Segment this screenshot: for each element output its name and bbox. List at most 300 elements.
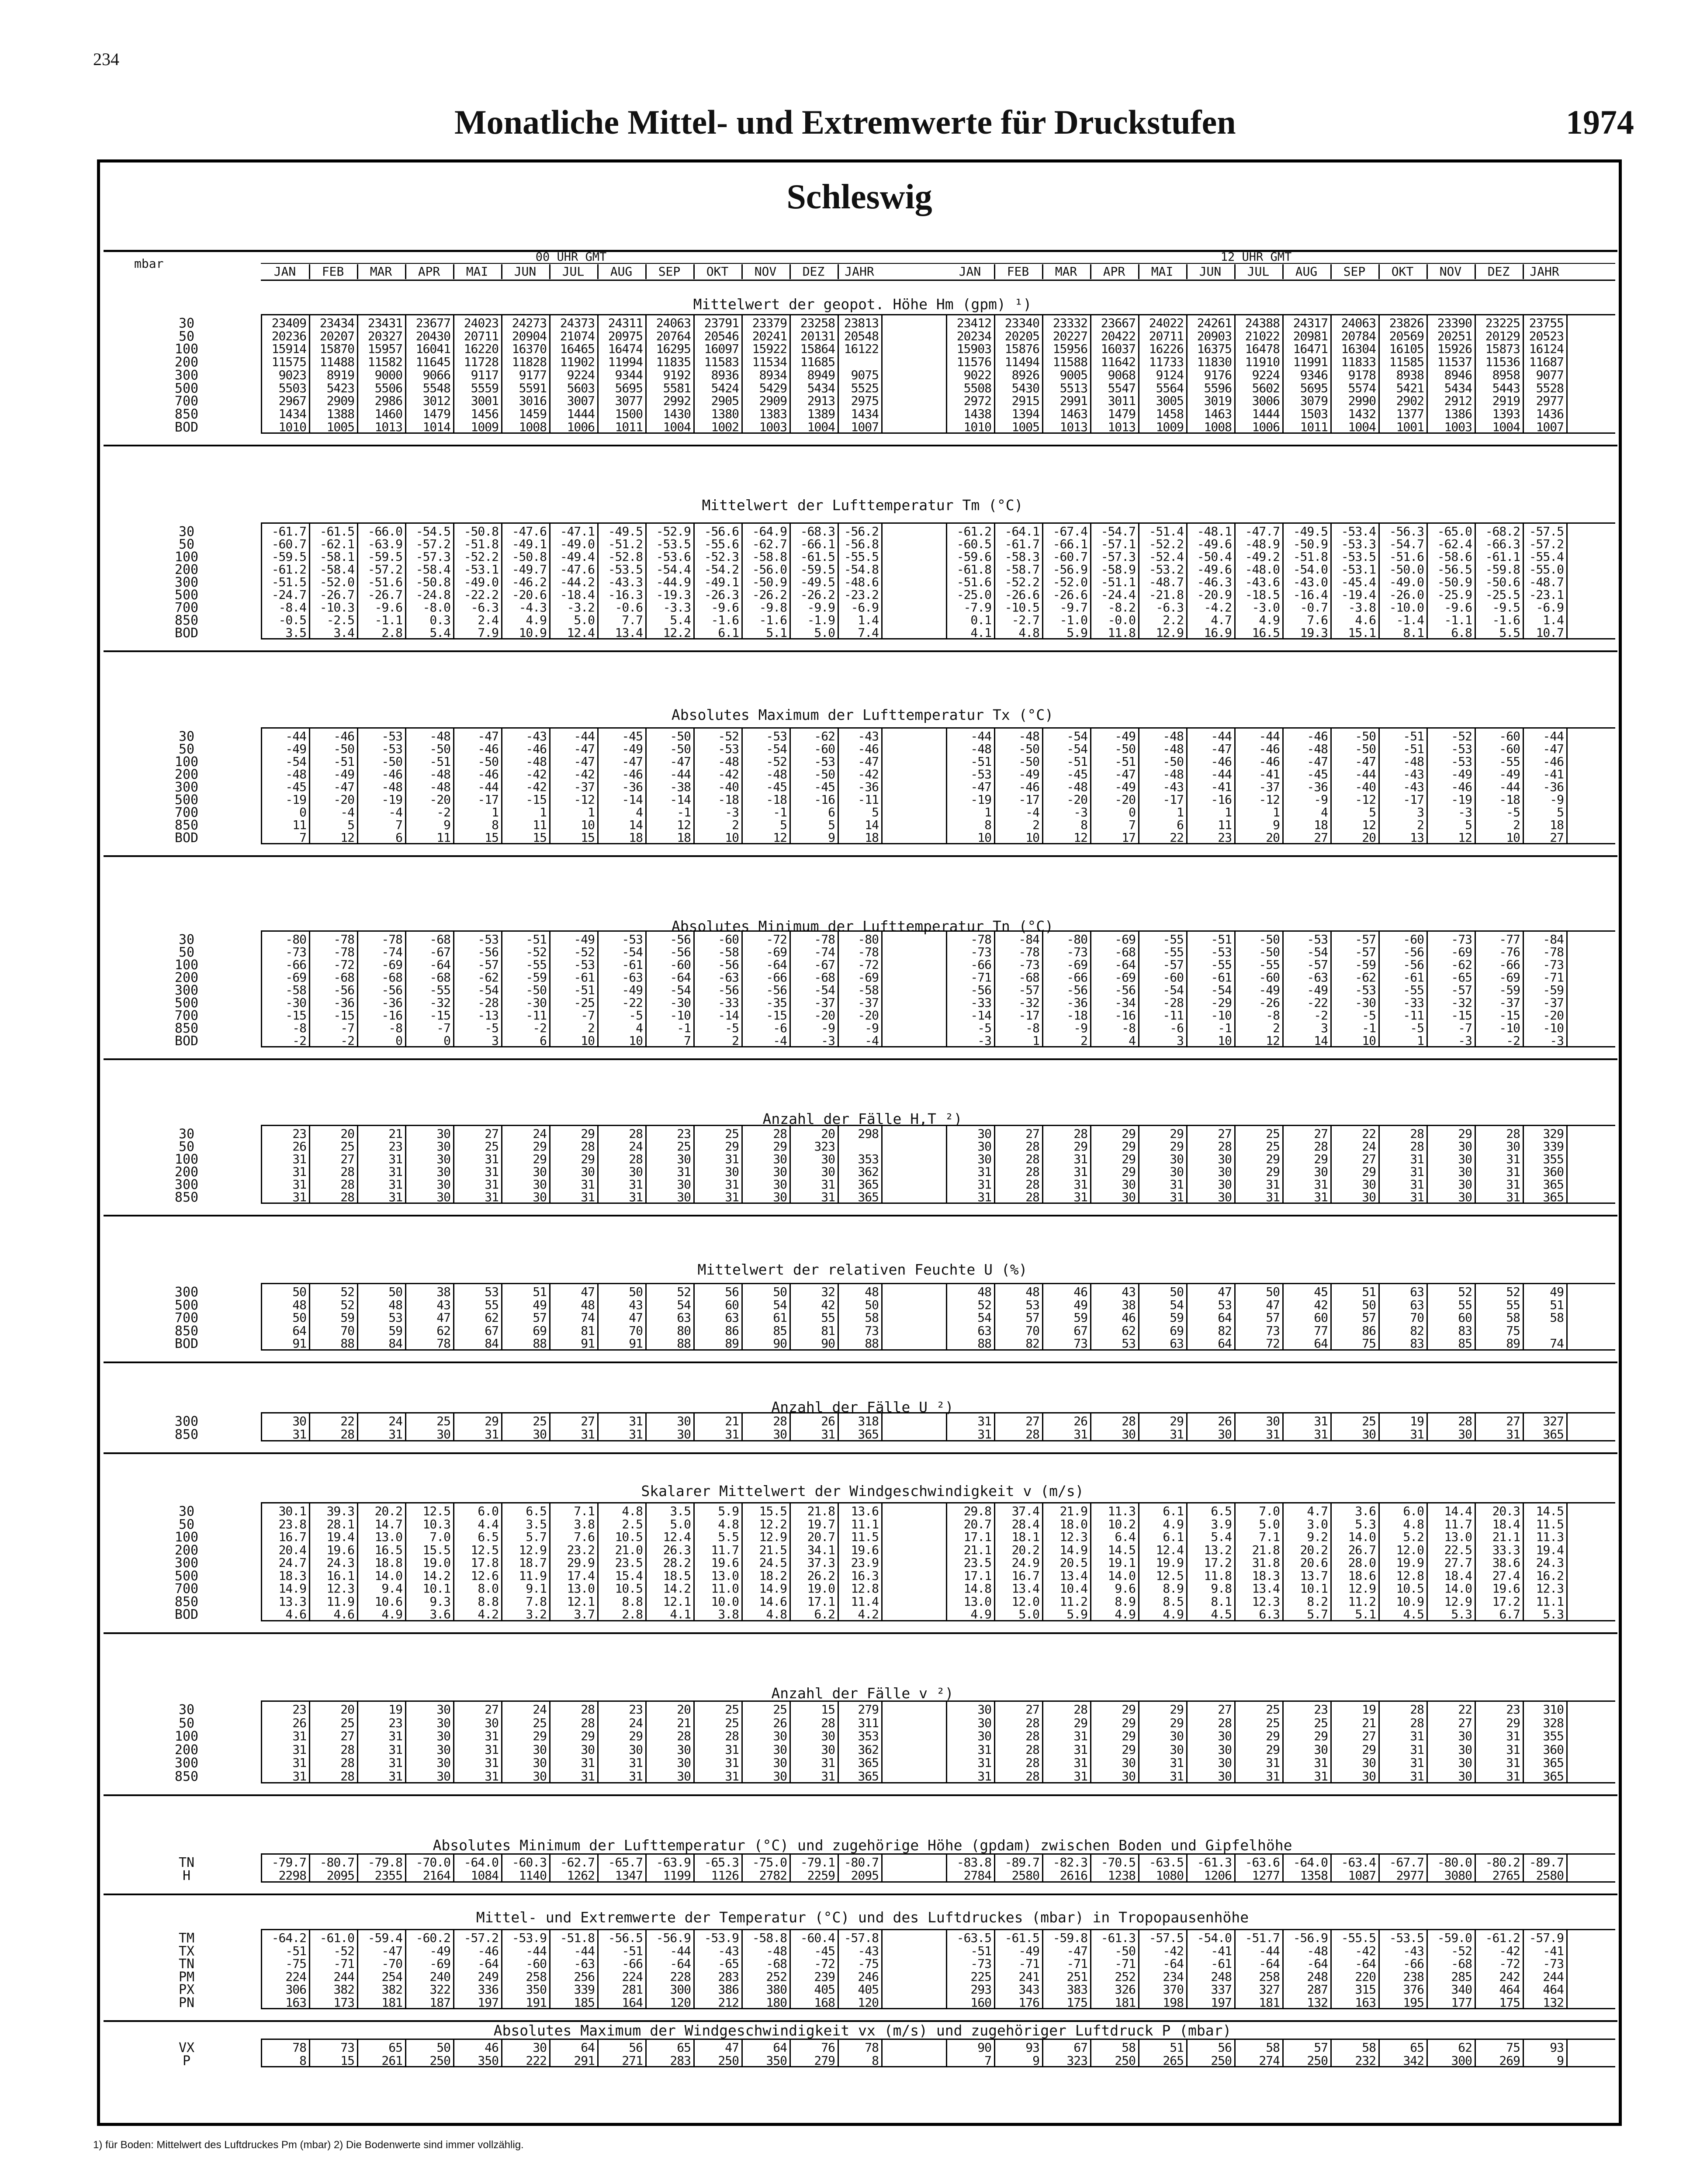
table-cell: 120 [858, 1995, 879, 2010]
table-cell: 88 [340, 1336, 354, 1351]
table-cell: -56.9 [1293, 1931, 1328, 1945]
table-cell: 1 [1177, 805, 1184, 819]
table-cell: -9 [1314, 792, 1328, 807]
row-label: 850 [174, 406, 199, 422]
table-cell: 228 [670, 1969, 691, 1984]
table-cell: 17 [1122, 830, 1136, 845]
column-rule [1566, 1283, 1568, 1349]
table-cell: 175 [1499, 1995, 1520, 2010]
table-cell: -53 [1451, 754, 1472, 769]
table-cell: 31 [821, 1190, 835, 1204]
table-cell: 5.0 [814, 625, 835, 640]
table-cell: -53.5 [1389, 1931, 1424, 1945]
table-cell: -26.7 [319, 587, 354, 602]
table-cell: 238 [1403, 1969, 1424, 1984]
table-cell: 30.1 [278, 1504, 306, 1518]
table-cell: 11588 [1053, 355, 1087, 370]
table-cell: -51 [574, 983, 595, 997]
table-cell: -45 [622, 729, 643, 743]
table-cell: -71 [1115, 1956, 1136, 1971]
table-cell: -54.5 [415, 524, 450, 539]
table-cell: 25 [340, 1715, 354, 1730]
table-cell: 0 [443, 1033, 450, 1048]
table-cell: 285 [1451, 1969, 1472, 1984]
table-cell: 16.2 [1536, 1568, 1564, 1583]
table-cell: 59 [388, 1323, 402, 1338]
table-cell: 20784 [1341, 328, 1376, 343]
table-cell: -56.5 [1437, 562, 1472, 577]
table-cell: -66.3 [1485, 537, 1520, 551]
table-cell: -50 [526, 983, 547, 997]
table-cell: -55 [1259, 957, 1280, 972]
table-cell: -46.2 [512, 575, 547, 589]
table-cell: 20 [340, 1127, 354, 1141]
table-cell: -66.1 [800, 537, 835, 551]
table-cell: 31 [977, 1769, 991, 1783]
table-cell: 31 [977, 1190, 991, 1204]
table-cell: 9176 [1204, 367, 1232, 382]
table-cell: -9 [1073, 1021, 1087, 1035]
table-cell: -15 [1499, 1008, 1520, 1023]
table-cell: -18.5 [1245, 587, 1280, 602]
table-cell: 50 [1170, 1285, 1184, 1299]
table-cell: 11576 [956, 355, 991, 370]
table-cell: -5 [1506, 805, 1520, 819]
table-cell: 24.3 [1536, 1555, 1564, 1570]
table-cell: -68.2 [1485, 524, 1520, 539]
table-cell: 30 [677, 1177, 691, 1192]
table-cell: 343 [1018, 1982, 1039, 1997]
table-cell: -12 [1355, 792, 1376, 807]
table-cell: 8938 [1396, 367, 1424, 382]
table-cell: 326 [1115, 1982, 1136, 1997]
section-separator [104, 1632, 1617, 1634]
table-cell: 1463 [1059, 406, 1087, 421]
table-cell: 30 [773, 1190, 787, 1204]
table-cell: 5429 [759, 380, 787, 395]
table-cell: 24273 [512, 316, 547, 330]
table-cell: 29 [1362, 1742, 1376, 1757]
table-cell: 8.8 [622, 1594, 643, 1609]
table-cell: -19 [1451, 792, 1472, 807]
table-cell: 220 [1355, 1969, 1376, 1984]
table-cell: 20711 [464, 328, 499, 343]
table-cell: 63 [725, 1310, 739, 1325]
table-cell: 31 [629, 1769, 643, 1783]
table-cell: 31 [388, 1427, 402, 1441]
table-cell: -51 [1115, 754, 1136, 769]
table-cell: 49 [533, 1297, 547, 1312]
table-cell: 18.6 [1348, 1568, 1376, 1583]
table-cell: 177 [1451, 1995, 1472, 2010]
table-cell: 4.9 [1259, 613, 1280, 627]
table-cell: 25 [436, 1414, 450, 1428]
table-cell: -53 [574, 957, 595, 972]
table-cell: -8 [292, 1021, 306, 1035]
row-label: 300 [174, 1755, 199, 1771]
table-cell: 81 [821, 1323, 835, 1338]
table-cell: 62 [436, 1323, 450, 1338]
table-cell: 50 [388, 1285, 402, 1299]
table-cell: 48 [292, 1297, 306, 1312]
table-cell: 20975 [608, 328, 643, 343]
table-cell: 75 [1506, 1323, 1520, 1338]
table-cell: -2 [1314, 1008, 1328, 1023]
table-cell: 24.7 [278, 1555, 306, 1570]
table-cell: 7 [1129, 818, 1136, 832]
table-cell: 29 [1170, 1414, 1184, 1428]
section-title: Mittel- und Extremwerte der Temperatur (°C) und des Luftdruckes (mbar) in Tropopausenhöhe [476, 1909, 1249, 1926]
table-cell: 9.1 [526, 1581, 547, 1596]
table-cell: -15 [285, 1008, 306, 1023]
table-cell: 2.2 [1163, 613, 1184, 627]
table-cell: 5503 [278, 380, 306, 395]
table-cell: -49 [285, 742, 306, 756]
table-cell: -48 [1307, 742, 1328, 756]
table-cell: 0.1 [970, 613, 991, 627]
table-cell: 20904 [512, 328, 547, 343]
table-cell: 86 [725, 1323, 739, 1338]
table-cell: 30 [436, 1177, 450, 1192]
table-cell: 31 [725, 1190, 739, 1204]
table-cell: 17.8 [471, 1555, 499, 1570]
table-cell: 244 [333, 1969, 354, 1984]
table-cell: 30 [1362, 1755, 1376, 1770]
table-cell: -49 [1307, 983, 1328, 997]
table-cell: -51.8 [560, 1931, 595, 1945]
table-cell: 20.7 [963, 1517, 991, 1531]
table-cell: 29 [1122, 1139, 1136, 1154]
table-cell: 31 [1314, 1769, 1328, 1783]
table-cell: 2.4 [478, 613, 499, 627]
table-cell: -53 [1307, 932, 1328, 947]
table-cell: 63 [977, 1323, 991, 1338]
table-cell: 30 [1458, 1139, 1472, 1154]
table-cell: -42 [1163, 1943, 1184, 1958]
table-cell: 5528 [1536, 380, 1564, 395]
table-cell: 16370 [512, 342, 547, 356]
table-cell: 8.1 [1211, 1594, 1232, 1609]
table-cell: -56 [670, 945, 691, 959]
table-cell: -47 [1115, 767, 1136, 781]
column-rule [1566, 314, 1568, 432]
page-year: 1974 [1566, 103, 1634, 141]
table-cell: 30 [677, 1190, 691, 1204]
table-cell: -1 [1218, 1021, 1232, 1035]
row-label: 30 [178, 1127, 195, 1142]
table-cell: 55 [821, 1310, 835, 1325]
table-cell: -54 [285, 754, 306, 769]
table-cell: -8 [1266, 1008, 1280, 1023]
table-cell: -60 [814, 742, 835, 756]
table-cell: -48 [1066, 780, 1087, 794]
row-label: H [182, 1868, 191, 1883]
table-cell: 30 [821, 1165, 835, 1179]
table-cell: -46 [1307, 729, 1328, 743]
table-cell: 19.4 [1536, 1542, 1564, 1557]
table-cell: 29 [581, 1729, 595, 1743]
table-cell: 1004 [1492, 419, 1520, 434]
table-cell: 4.9 [1163, 1607, 1184, 1621]
table-cell: -64.9 [752, 524, 787, 539]
table-cell: 30 [977, 1702, 991, 1717]
table-cell: -49.5 [800, 575, 835, 589]
table-cell: 4.6 [1355, 613, 1376, 627]
header-divider [1426, 264, 1428, 279]
table-cell: -10.5 [1004, 600, 1039, 615]
table-cell: -14 [622, 792, 643, 807]
table-cell: 365 [1543, 1769, 1564, 1783]
table-cell: 30 [533, 1177, 547, 1192]
table-cell: 64 [292, 1323, 306, 1338]
table-cell: -80 [858, 932, 879, 947]
table-cell: -9 [1550, 792, 1564, 807]
table-cell: 31 [1410, 1152, 1424, 1166]
table-cell: -49 [1018, 1943, 1039, 1958]
table-cell: 5.9 [1066, 625, 1087, 640]
table-cell: 1 [492, 805, 499, 819]
table-cell: -15 [1451, 1008, 1472, 1023]
table-cell: 28 [1218, 1715, 1232, 1730]
table-cell: -50.8 [464, 524, 499, 539]
table-cell: -58 [285, 983, 306, 997]
table-cell: 329 [1543, 1127, 1564, 1141]
table-cell: 30 [1218, 1769, 1232, 1783]
table-cell: 52 [977, 1297, 991, 1312]
table-cell: 70 [340, 1323, 354, 1338]
table-cell: 9 [1557, 2053, 1564, 2068]
table-cell: 327 [1259, 1982, 1280, 1997]
table-cell: 232 [1355, 2053, 1376, 2068]
table-cell: 4 [636, 805, 643, 819]
table-cell: 3.8 [718, 1607, 739, 1621]
table-cell: -49 [622, 742, 643, 756]
table-cell: 21 [725, 1414, 739, 1428]
table-cell: 19.6 [326, 1542, 354, 1557]
table-cell: 16220 [464, 342, 499, 356]
table-cell: 20523 [1529, 328, 1564, 343]
table-cell: -5 [1362, 1008, 1376, 1023]
table-cell: -16 [381, 1008, 402, 1023]
column-rule [881, 1125, 883, 1203]
table-cell: 23390 [1437, 316, 1472, 330]
table-cell: -26.2 [800, 587, 835, 602]
table-cell: 1458 [1156, 406, 1184, 421]
table-cell: -68 [1115, 945, 1136, 959]
table-cell: -78 [858, 945, 879, 959]
table-cell: 5434 [1444, 380, 1472, 395]
table-cell: 50 [773, 1285, 787, 1299]
table-cell: -69 [766, 945, 787, 959]
header-divider [1042, 264, 1043, 279]
table-cell: -60.7 [1053, 549, 1087, 564]
table-cell: 30 [485, 1715, 499, 1730]
table-cell: 198 [1163, 1995, 1184, 2010]
table-cell: -11 [1403, 1008, 1424, 1023]
row-label: 850 [174, 1427, 199, 1442]
table-cell: -11 [1163, 1008, 1184, 1023]
table-cell: -48 [1163, 742, 1184, 756]
table-cell: 64 [1218, 1336, 1232, 1351]
table-cell: -43 [1403, 780, 1424, 794]
table-cell: 23 [1314, 1702, 1328, 1717]
table-cell: 2095 [326, 1868, 354, 1883]
table-cell: -53.6 [656, 549, 691, 564]
table-cell: 3079 [1300, 394, 1328, 408]
table-cell: -9 [821, 1021, 835, 1035]
table-cell: 28.1 [326, 1517, 354, 1531]
table-cell: 28 [773, 1127, 787, 1141]
table-cell: -58.1 [319, 549, 354, 564]
table-cell: 1004 [1348, 419, 1376, 434]
table-cell: 1084 [471, 1868, 499, 1883]
table-cell: -61.8 [956, 562, 991, 577]
table-cell: 29 [581, 1127, 595, 1141]
table-cell: 73 [865, 1323, 879, 1338]
table-cell: 26.2 [807, 1568, 835, 1583]
table-cell: 340 [1451, 1982, 1472, 1997]
table-cell: 24063 [656, 316, 691, 330]
table-cell: -18 [718, 792, 739, 807]
table-cell: 9.6 [1115, 1581, 1136, 1596]
row-label: TX [178, 1943, 195, 1959]
table-cell: 37.3 [807, 1555, 835, 1570]
table-cell: -54 [814, 983, 835, 997]
table-cell: 15 [533, 830, 547, 845]
table-cell: 59 [1073, 1310, 1087, 1325]
table-cell: -55.5 [844, 549, 879, 564]
table-cell: -9.5 [1492, 600, 1520, 615]
table-cell: -20 [1115, 792, 1136, 807]
table-cell: -5 [485, 1021, 499, 1035]
table-cell: -89.7 [1004, 1855, 1039, 1870]
column-rule [1566, 727, 1568, 843]
table-cell: -51 [970, 754, 991, 769]
header-bottom-rule [261, 280, 1615, 281]
table-cell: 5.1 [766, 625, 787, 640]
table-cell: 2355 [374, 1868, 402, 1883]
table-cell: 24 [533, 1702, 547, 1717]
table-cell: 30 [1122, 1427, 1136, 1441]
table-cell: 30 [1218, 1742, 1232, 1757]
table-cell: 8 [872, 2053, 879, 2068]
table-cell: -47.7 [1245, 524, 1280, 539]
table-cell: -52 [1451, 729, 1472, 743]
table-cell: 173 [333, 1995, 354, 2010]
row-label: 100 [174, 549, 199, 565]
data-frame [97, 159, 1622, 2126]
section-bottom-rule [261, 1782, 1615, 1783]
table-cell: 13.2 [1204, 1542, 1232, 1557]
table-cell: 1459 [519, 406, 547, 421]
table-cell: -48 [766, 1943, 787, 1958]
table-cell: -69 [1115, 970, 1136, 985]
table-cell: 31 [485, 1755, 499, 1770]
table-cell: 27 [1025, 1702, 1039, 1717]
table-cell: 14.5 [1536, 1504, 1564, 1518]
table-cell: 50 [292, 1310, 306, 1325]
table-cell: 16122 [844, 342, 879, 356]
table-cell: 6.5 [526, 1504, 547, 1518]
table-cell: 7.1 [574, 1504, 595, 1518]
table-cell: 30 [977, 1139, 991, 1154]
header-divider [994, 264, 995, 279]
table-cell: 30 [533, 1190, 547, 1204]
table-cell: 58 [1506, 1310, 1520, 1325]
section-bottom-rule [261, 1349, 1615, 1351]
table-cell: 27.4 [1492, 1568, 1520, 1583]
table-cell: 28 [1025, 1190, 1039, 1204]
table-cell: 11585 [1389, 355, 1424, 370]
table-cell: 5423 [326, 380, 354, 395]
table-cell: -41 [1211, 780, 1232, 794]
header-divider [1282, 264, 1284, 279]
table-cell: 29 [1314, 1152, 1328, 1166]
table-cell: -2 [533, 1021, 547, 1035]
table-cell: 1013 [374, 419, 402, 434]
table-cell: 19.6 [1492, 1581, 1520, 1596]
table-cell: 1013 [1059, 419, 1087, 434]
table-cell: -3 [1073, 805, 1087, 819]
table-cell: 30 [677, 1769, 691, 1783]
table-cell: -61.2 [271, 562, 306, 577]
table-cell: 89 [725, 1336, 739, 1351]
table-cell: -55 [1499, 754, 1520, 769]
table-cell: 21.9 [1059, 1504, 1087, 1518]
table-cell: 365 [858, 1755, 879, 1770]
table-cell: 7 [984, 2053, 991, 2068]
table-cell: 30 [292, 1414, 306, 1428]
table-cell: -9.9 [807, 600, 835, 615]
table-cell: -47 [381, 1943, 402, 1958]
table-cell: -20 [814, 1008, 835, 1023]
table-cell: 28 [581, 1715, 595, 1730]
table-cell: 1 [1273, 805, 1280, 819]
table-cell: -5 [725, 1021, 739, 1035]
table-cell: 29 [1122, 1702, 1136, 1717]
table-cell: 31 [1506, 1769, 1520, 1783]
table-cell: -52 [526, 945, 547, 959]
section-separator [104, 1058, 1617, 1060]
table-cell: -69 [1115, 932, 1136, 947]
table-cell: 8926 [1011, 367, 1039, 382]
table-cell: 88 [865, 1336, 879, 1351]
table-cell: 20131 [800, 328, 835, 343]
table-cell: 21022 [1245, 328, 1280, 343]
table-cell: -37 [814, 995, 835, 1010]
table-cell: -78 [1543, 945, 1564, 959]
table-cell: 30 [1122, 1177, 1136, 1192]
table-cell: 30 [1458, 1177, 1472, 1192]
table-cell: -78 [333, 932, 354, 947]
table-cell: 15.1 [1348, 625, 1376, 640]
table-cell: -50.6 [1485, 575, 1520, 589]
table-cell: 11583 [704, 355, 739, 370]
table-cell: -59.5 [367, 549, 402, 564]
table-cell: 2 [1513, 818, 1520, 832]
table-cell: -51 [1066, 754, 1087, 769]
table-cell: 10 [1218, 1033, 1232, 1048]
table-cell: 353 [858, 1729, 879, 1743]
row-label: 100 [174, 754, 199, 770]
column-rule [1566, 1412, 1568, 1440]
table-cell: -61 [1211, 970, 1232, 985]
table-cell: -49.1 [512, 537, 547, 551]
table-cell: 56 [1218, 2040, 1232, 2055]
table-cell: 350 [478, 2053, 499, 2068]
table-cell: 23 [292, 1702, 306, 1717]
table-cell: -46.3 [1197, 575, 1232, 589]
